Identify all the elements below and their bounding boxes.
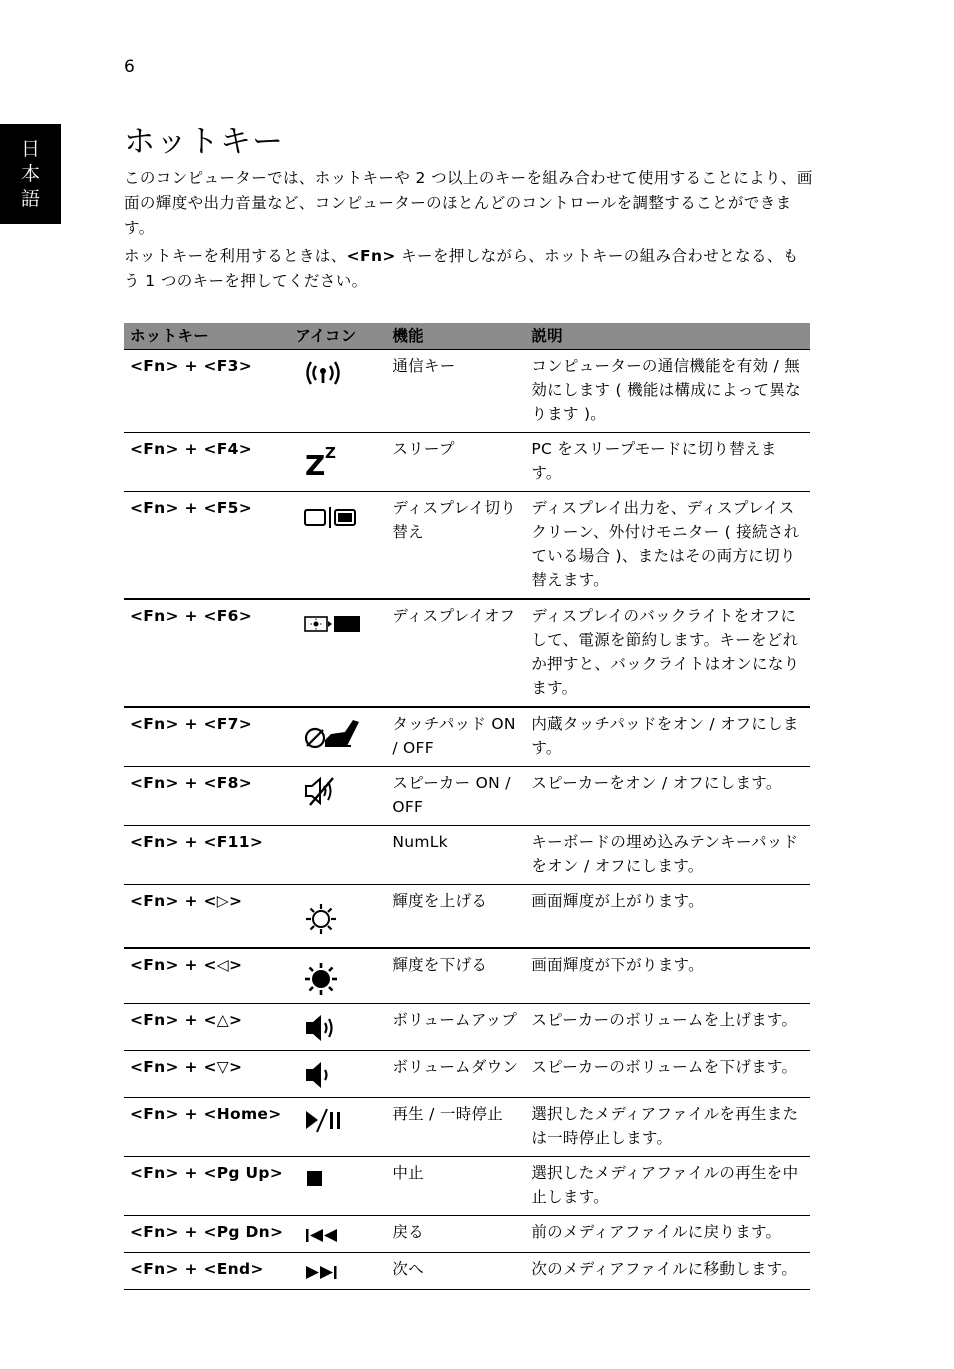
icon-cell [289,599,386,707]
description-cell: スピーカーをオン / オフにします。 [525,767,810,826]
display-off-icon [303,608,363,638]
svg-text:Z: Z [305,449,326,477]
brightness-up-icon [303,901,343,941]
table-row [124,1004,810,1051]
hotkey-cell: <Fn> + <F11> [124,826,289,885]
intro-fn-key: <Fn> [346,247,396,265]
table-row [124,767,810,826]
previous-icon [303,1224,347,1246]
hotkey-cell: <Fn> + <F8> [124,767,289,826]
icon-cell [289,1004,386,1051]
hotkey-cell: <Fn> + <◁> [124,948,289,1004]
header-hotkey: ホットキー [124,323,289,350]
icon-cell [289,1216,386,1253]
description-cell: 画面輝度が上がります。 [525,885,810,949]
hotkey-cell: <Fn> + <F6> [124,599,289,707]
volume-down-icon [303,1059,343,1091]
play-pause-icon [303,1106,347,1136]
hotkey-cell: <Fn> + <▽> [124,1051,289,1098]
table-header-row [124,323,810,350]
icon-cell [289,826,386,885]
language-tab-char: 語 [20,187,40,210]
hotkey-cell: <Fn> + <△> [124,1004,289,1051]
function-cell: スピーカー ON / OFF [386,767,525,826]
function-cell: 中止 [386,1157,525,1216]
function-cell: 通信キー [386,350,525,433]
icon-cell [289,707,386,767]
icon-cell [289,433,386,492]
description-cell: 選択したメディアファイルの再生を中止します。 [525,1157,810,1216]
table-row [124,948,810,1004]
stop-icon [303,1165,333,1191]
description-cell: スピーカーのボリュームを上げます。 [525,1004,810,1051]
icon-cell [289,1157,386,1216]
touchpad-toggle-icon [303,716,361,750]
function-cell: ディスプレイ切り替え [386,492,525,600]
function-cell: ボリュームダウン [386,1051,525,1098]
hotkey-cell: <Fn> + <F7> [124,707,289,767]
table-row [124,826,810,885]
hotkey-cell: <Fn> + <▷> [124,885,289,949]
function-cell: スリープ [386,433,525,492]
section-title: ホットキー [124,124,284,160]
brightness-down-icon [303,961,343,997]
icon-cell [289,350,386,433]
icon-cell [289,1253,386,1290]
icon-cell [289,1098,386,1157]
sleep-icon [303,441,343,477]
hotkey-cell: <Fn> + <F4> [124,433,289,492]
table-row [124,1253,810,1290]
table-row [124,492,810,600]
table-row [124,599,810,707]
hotkey-cell: <Fn> + <Home> [124,1098,289,1157]
description-cell: 内蔵タッチパッドをオン / オフにします。 [525,707,810,767]
icon-cell [289,492,386,600]
header-icon: アイコン [289,323,386,350]
header-description: 説明 [525,323,810,350]
function-cell: ボリュームアップ [386,1004,525,1051]
function-cell: NumLk [386,826,525,885]
function-cell: 戻る [386,1216,525,1253]
display-toggle-icon [303,500,359,530]
table-row [124,1157,810,1216]
hotkey-cell: <Fn> + <Pg Dn> [124,1216,289,1253]
function-cell: 再生 / 一時停止 [386,1098,525,1157]
speaker-toggle-icon [303,775,343,807]
description-cell: 次のメディアファイルに移動します。 [525,1253,810,1290]
table-row [124,1216,810,1253]
description-cell: 前のメディアファイルに戻ります。 [525,1216,810,1253]
intro-paragraph-fn [124,244,814,294]
table-row [124,1098,810,1157]
intro-suffix: キーを押しながら、ホットキーの組み合わせとなる、もう 1 つのキーを押してください。 [124,247,799,290]
description-cell: PC をスリープモードに切り替えます。 [525,433,810,492]
icon-cell [289,948,386,1004]
table-row [124,707,810,767]
description-cell: ディスプレイ出力を、ディスプレイスクリーン、外付けモニター ( 接続されている場合 )、またはその両方に切り替えます。 [525,492,810,600]
description-cell: 選択したメディアファイルを再生または一時停止します。 [525,1098,810,1157]
description-cell: スピーカーのボリュームを下げます。 [525,1051,810,1098]
description-cell: ディスプレイのバックライトをオフにして、電源を節約します。キーをどれか押すと、バックライトはオンになります。 [525,599,810,707]
language-tab-char: 本 [20,162,40,185]
function-cell: 輝度を下げる [386,948,525,1004]
icon-cell [289,767,386,826]
svg-text:Z: Z [325,444,337,462]
hotkey-cell: <Fn> + <Pg Up> [124,1157,289,1216]
language-tab-char: 日 [20,137,40,160]
header-function: 機能 [386,323,525,350]
page-number: 6 [124,57,135,77]
next-icon [303,1261,347,1283]
language-tab [0,124,61,224]
hotkey-cell: <Fn> + <End> [124,1253,289,1290]
wireless-icon [303,358,343,388]
function-cell: ディスプレイオフ [386,599,525,707]
function-cell: タッチパッド ON / OFF [386,707,525,767]
table-row [124,350,810,433]
intro-prefix: ホットキーを利用するときは、 [124,247,347,265]
table-row [124,885,810,949]
hotkey-cell: <Fn> + <F3> [124,350,289,433]
description-cell: コンピューターの通信機能を有効 / 無効にします ( 機能は構成によって異なります )。 [525,350,810,433]
hotkey-cell: <Fn> + <F5> [124,492,289,600]
function-cell: 次へ [386,1253,525,1290]
description-cell: キーボードの埋め込みテンキーパッドをオン / オフにします。 [525,826,810,885]
table-row [124,433,810,492]
icon-cell [289,885,386,949]
intro-paragraph: このコンピューターでは、ホットキーや 2 つ以上のキーを組み合わせて使用することにより、画面の輝度や出力音量など、コンピューターのほとんどのコントロールを調整することができます。 [124,169,813,237]
description-cell: 画面輝度が下がります。 [525,948,810,1004]
function-cell: 輝度を上げる [386,885,525,949]
hotkey-table [124,323,810,1290]
volume-up-icon [303,1012,343,1044]
icon-cell [289,1051,386,1098]
table-row [124,1051,810,1098]
